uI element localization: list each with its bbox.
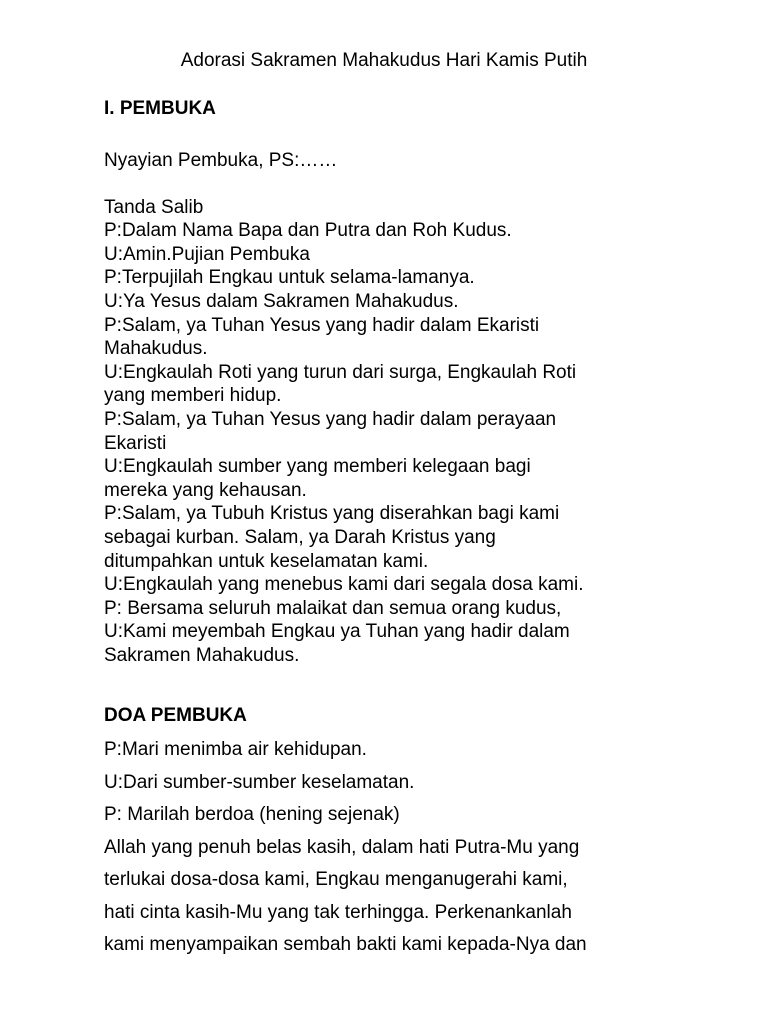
text-line: kami menyampaikan sembah bakti kami kepada-Nya dan bbox=[104, 934, 587, 956]
text-line: P: Bersama seluruh malaikat dan semua orang kudus, bbox=[104, 597, 562, 619]
document-title: Adorasi Sakramen Mahakudus Hari Kamis Putih bbox=[180, 50, 588, 71]
text-line: mereka yang kehausan. bbox=[104, 479, 307, 501]
doa-pembuka-lines bbox=[104, 734, 704, 962]
text-line: P:Salam, ya Tuhan Yesus yang hadir dalam perayaan bbox=[104, 408, 557, 430]
section-heading-doa-pembuka: DOA PEMBUKA bbox=[104, 705, 247, 727]
pembuka-lines bbox=[104, 196, 704, 668]
text-line: sebagai kurban. Salam, ya Darah Kristus yang bbox=[104, 526, 496, 548]
text-line: U:Engkaulah yang menebus kami dari segala dosa kami. bbox=[104, 574, 584, 596]
text-line: Mahakudus. bbox=[104, 338, 208, 360]
text-line: U:Amin.Pujian Pembuka bbox=[104, 243, 310, 265]
text-line: P:Salam, ya Tubuh Kristus yang diserahkan bagi kami bbox=[104, 503, 560, 525]
document-body bbox=[104, 97, 704, 962]
text-line: P: Marilah berdoa (hening sejenak) bbox=[104, 804, 400, 826]
text-line: Allah yang penuh belas kasih, dalam hati Putra-Mu yang bbox=[104, 836, 580, 858]
text-line: P:Terpujilah Engkau untuk selama-lamanya. bbox=[104, 267, 475, 289]
text-line: yang memberi hidup. bbox=[104, 385, 282, 407]
text-line: Ekaristi bbox=[104, 432, 167, 454]
text-line: U:Kami meyembah Engkau ya Tuhan yang hadir dalam bbox=[104, 621, 570, 643]
text-line: P:Mari menimba air kehidupan. bbox=[104, 739, 367, 761]
text-line: U:Ya Yesus dalam Sakramen Mahakudus. bbox=[104, 290, 459, 312]
text-line: U:Engkaulah Roti yang turun dari surga, Engkaulah Roti bbox=[104, 361, 577, 383]
text-line: U:Engkaulah sumber yang memberi kelegaan bagi bbox=[104, 456, 531, 478]
text-line: ditumpahkan untuk keselamatan kami. bbox=[104, 550, 429, 572]
section-heading-pembuka: I. PEMBUKA bbox=[104, 98, 216, 119]
text-line: hati cinta kasih-Mu yang tak terhingga. Perkenankanlah bbox=[104, 901, 572, 923]
opening-song-line: Nyayian Pembuka, PS:…… bbox=[104, 150, 338, 171]
text-line: terlukai dosa-dosa kami, Engkau menganugerahi kami, bbox=[104, 869, 568, 891]
text-line: Tanda Salib bbox=[104, 196, 204, 218]
text-line: Sakramen Mahakudus. bbox=[104, 644, 300, 666]
text-line: P:Dalam Nama Bapa dan Putra dan Roh Kudus. bbox=[104, 220, 512, 242]
text-line: P:Salam, ya Tuhan Yesus yang hadir dalam Ekaristi bbox=[104, 314, 540, 336]
text-line: U:Dari sumber-sumber keselamatan. bbox=[104, 771, 415, 793]
